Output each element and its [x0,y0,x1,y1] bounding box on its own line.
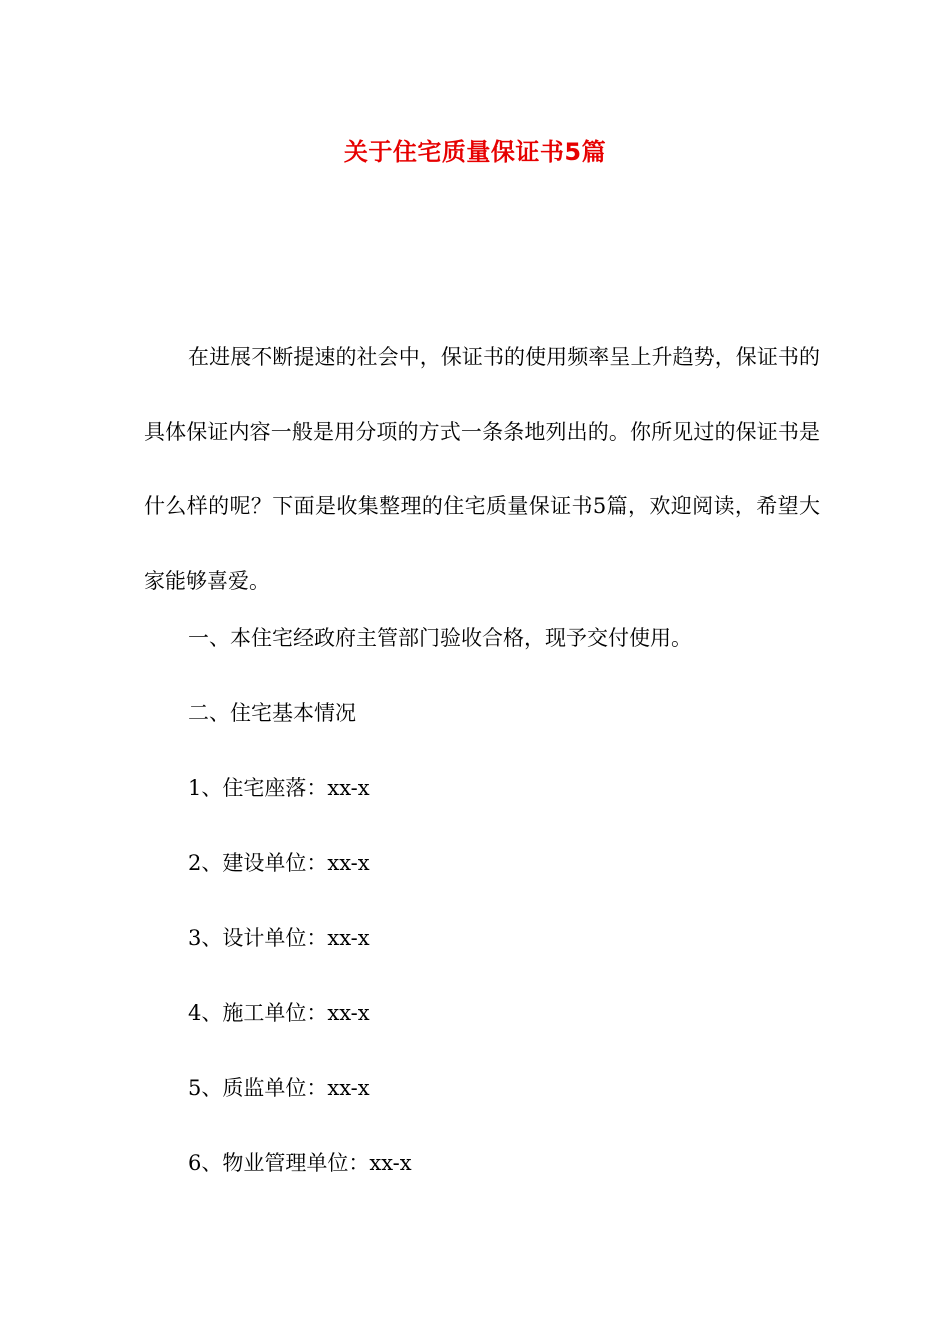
list-item: 5、质监单位：xx-x [188,1076,370,1100]
list-item: 2、建设单位：xx-x [188,851,370,875]
document-title: 关于住宅质量保证书5篇 [343,138,607,166]
list-item: 1、住宅座落：xx-x [188,776,370,800]
list-item: 3、设计单位：xx-x [188,926,370,950]
section-1-text: 一、本住宅经政府主管部门验收合格，现予交付使用。 [188,626,692,650]
section-2-heading: 二、住宅基本情况 [188,701,356,725]
list-item: 6、物业管理单位：xx-x [188,1151,412,1175]
intro-paragraph: 在进展不断提速的社会中，保证书的使用频率呈上升趋势，保证书的具体保证内容一般是用分项的方式一条条地列出的。你所见过的保证书是什么样的呢？下面是收集整理的住宅质量保证书5篇，欢迎阅读，希望大家能够喜爱。 [144,345,820,593]
list-item: 4、施工单位：xx-x [188,1001,370,1025]
